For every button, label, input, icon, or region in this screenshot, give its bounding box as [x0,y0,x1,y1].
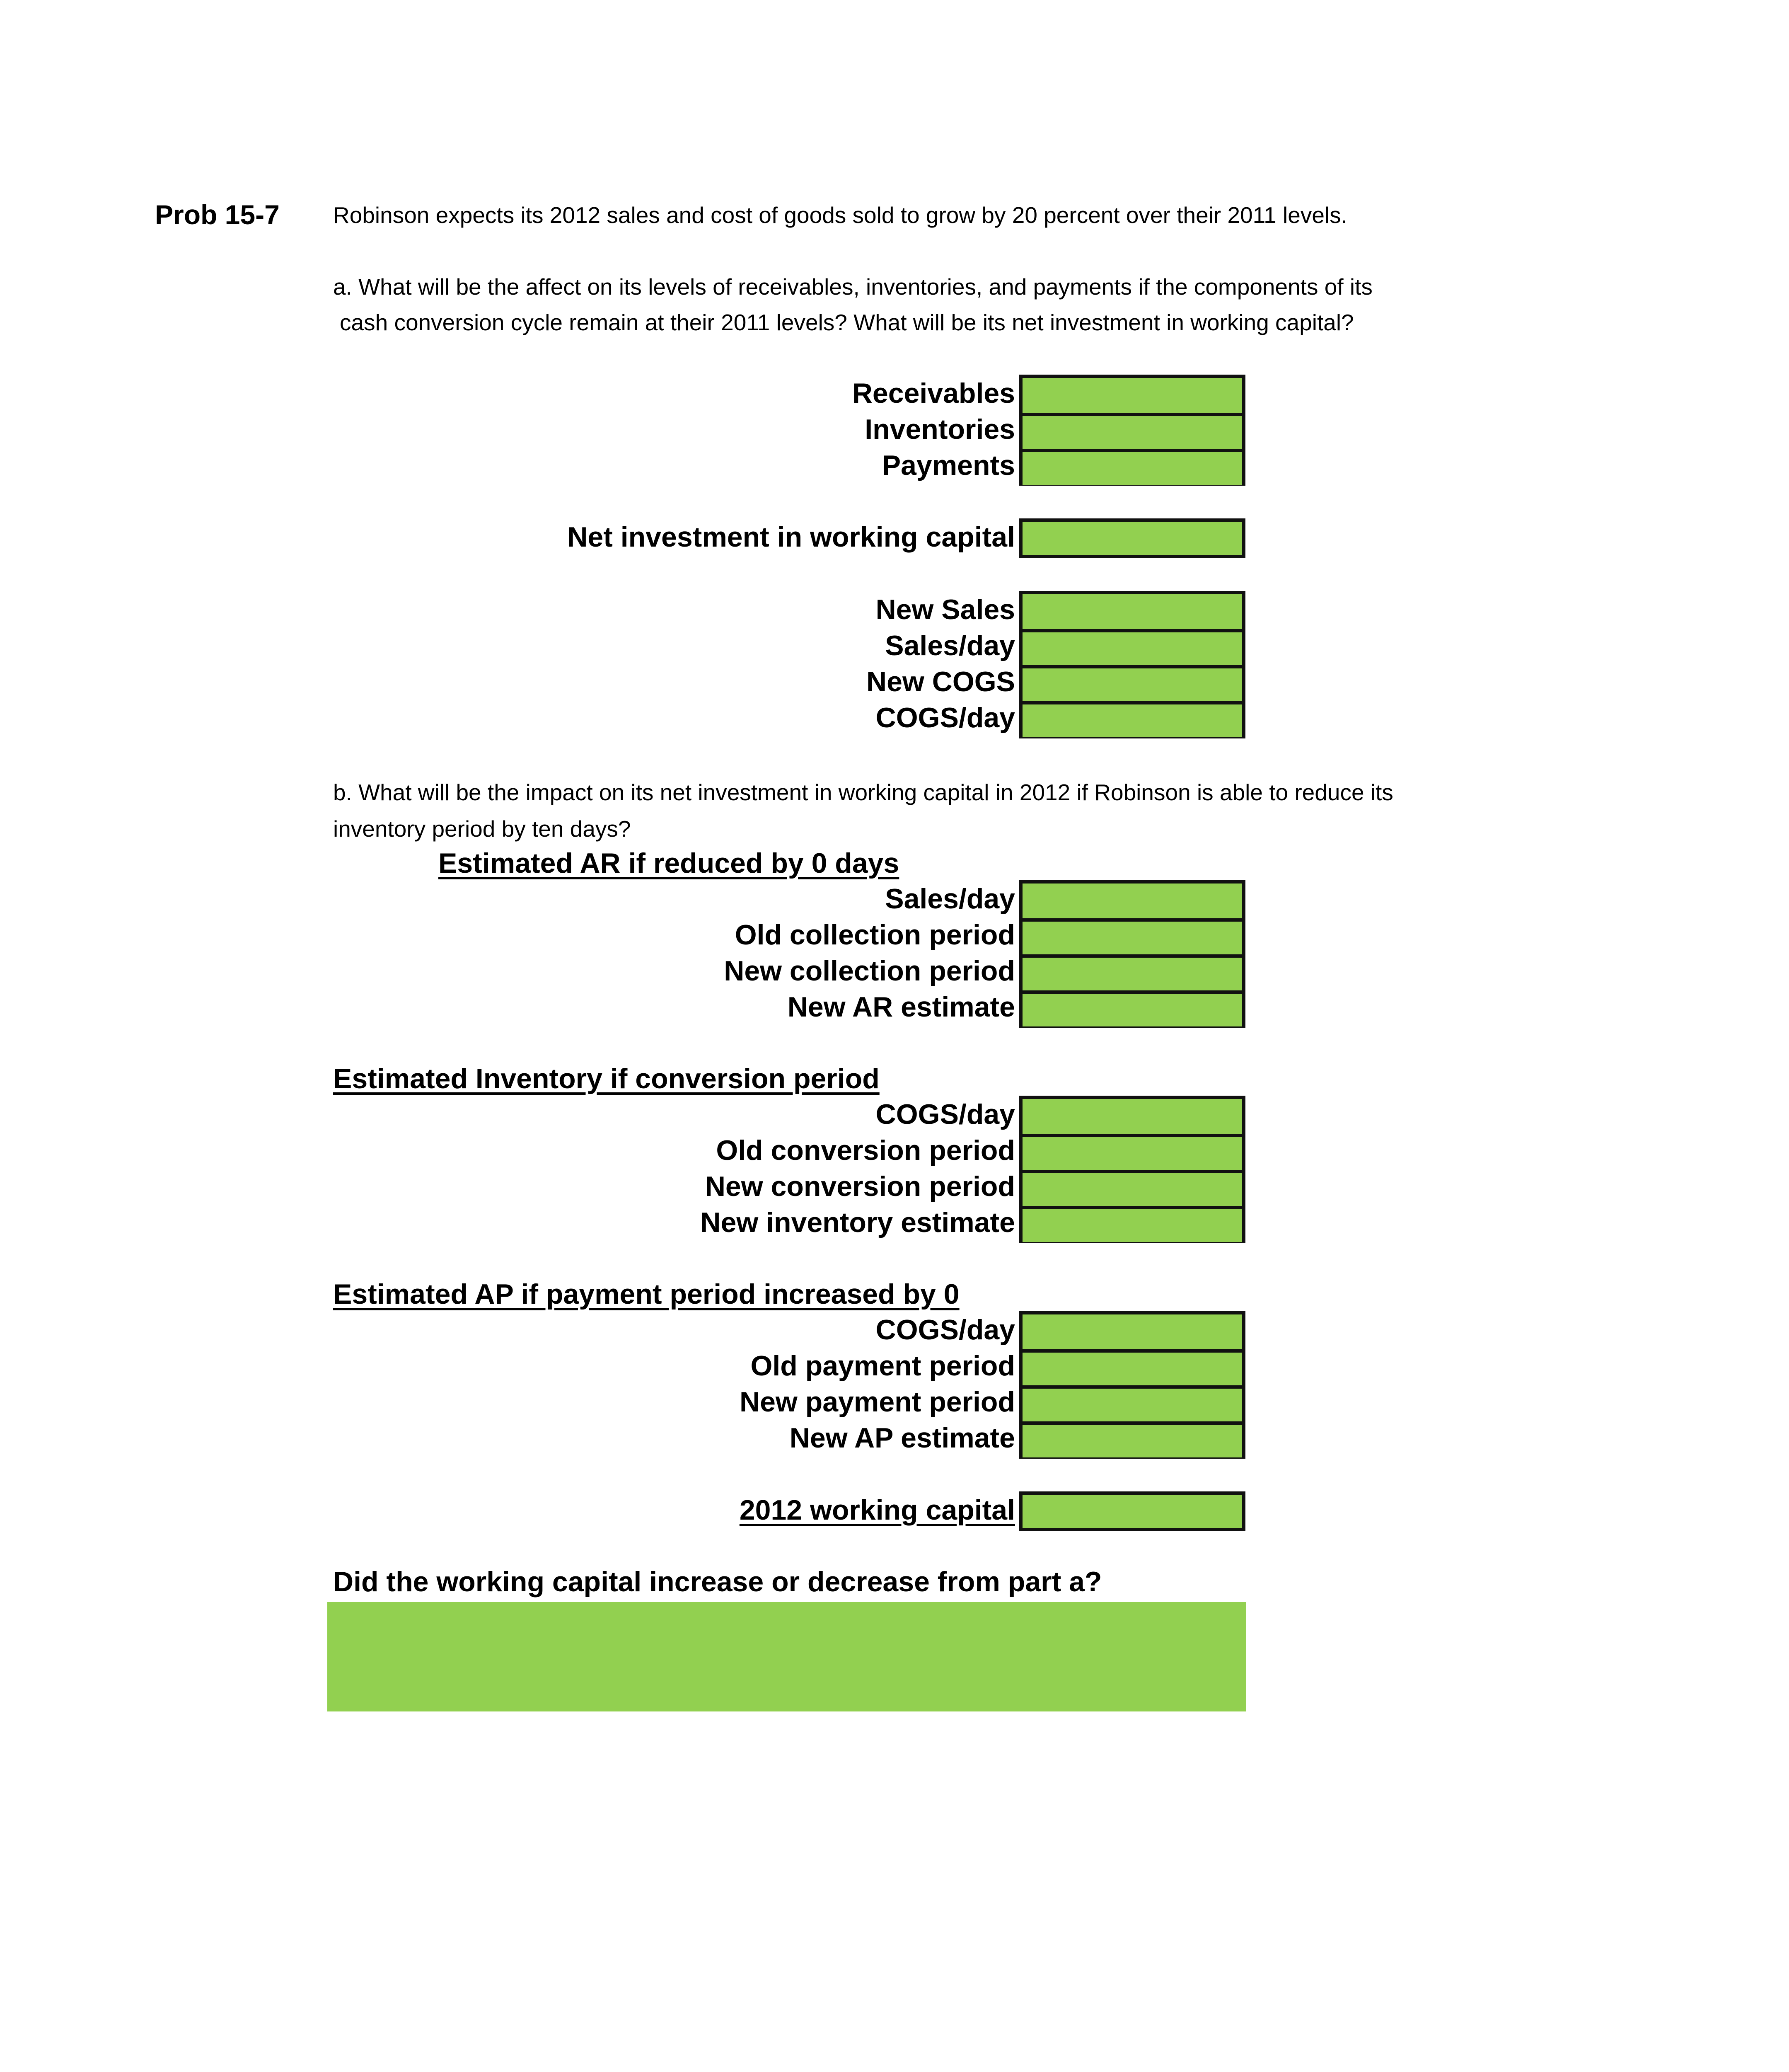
new-inventory-estimate-label: New inventory estimate [700,1207,1015,1238]
new-conversion-period-cell[interactable] [1023,1170,1242,1206]
net-investment-label: Net investment in working capital [567,521,1015,553]
inv-cogs-per-day-label: COGS/day [875,1099,1015,1130]
ap-heading: Estimated AP if payment period increased by 0 [333,1278,960,1310]
final-question: Did the working capital increase or decrease from part a? [333,1566,1102,1598]
old-conversion-period-label: Old conversion period [716,1135,1015,1166]
inventory-heading: Estimated Inventory if conversion period [333,1063,880,1094]
ap-cogs-per-day-label: COGS/day [875,1314,1015,1346]
new-collection-period-label: New collection period [724,955,1015,987]
new-ar-estimate-label: New AR estimate [787,991,1015,1023]
problem-intro: Robinson expects its 2012 sales and cost of goods sold to grow by 20 percent over their 2011 levels. [333,202,1347,228]
new-conversion-period-label: New conversion period [705,1171,1015,1202]
receivables-cell[interactable] [1023,378,1242,414]
ap-input-group [1019,1311,1245,1459]
ar-heading: Estimated AR if reduced by 0 days [438,847,899,879]
inventory-input-group [1019,1096,1245,1243]
problem-label: Prob 15-7 [155,199,280,230]
inv-cogs-per-day-cell[interactable] [1023,1099,1242,1135]
net-investment-cell[interactable] [1019,518,1245,558]
new-ap-estimate-label: New AP estimate [789,1422,1015,1454]
inventories-cell[interactable] [1023,413,1242,449]
new-cogs-cell[interactable] [1023,665,1242,701]
part-b-question-line1: b. What will be the impact on its net investment in working capital in 2012 if Robinson is able to reduce its [333,779,1393,805]
ar-sales-per-day-cell[interactable] [1023,884,1242,920]
ap-cogs-per-day-cell[interactable] [1023,1314,1242,1351]
new-collection-period-cell[interactable] [1023,954,1242,990]
receivables-label: Receivables [852,378,1015,409]
old-conversion-period-cell[interactable] [1023,1134,1242,1170]
ar-input-group [1019,880,1245,1028]
part-a-sales-group [1019,591,1245,738]
working-capital-2012-label: 2012 working capital [739,1494,1015,1526]
payments-label: Payments [882,450,1015,481]
cogs-per-day-cell[interactable] [1023,701,1242,737]
final-answer-box[interactable] [327,1602,1246,1711]
sales-per-day-cell[interactable] [1023,629,1242,665]
new-inventory-estimate-cell[interactable] [1023,1206,1242,1242]
part-a-input-group [1019,375,1245,486]
new-payment-period-cell[interactable] [1023,1385,1242,1421]
old-payment-period-cell[interactable] [1023,1349,1242,1385]
old-collection-period-label: Old collection period [735,919,1015,951]
new-cogs-label: New COGS [866,666,1015,697]
old-collection-period-cell[interactable] [1023,918,1242,954]
part-a-question-line1: a. What will be the affect on its levels of receivables, inventories, and payments if the components of its [333,274,1373,300]
cogs-per-day-label: COGS/day [875,702,1015,733]
new-sales-cell[interactable] [1023,594,1242,630]
working-capital-2012-cell[interactable] [1019,1491,1245,1531]
new-ap-estimate-cell[interactable] [1023,1421,1242,1457]
old-payment-period-label: Old payment period [750,1350,1015,1382]
ar-sales-per-day-label: Sales/day [885,883,1015,915]
new-payment-period-label: New payment period [739,1386,1015,1418]
sales-per-day-label: Sales/day [885,630,1015,661]
new-sales-label: New Sales [875,594,1015,625]
inventories-label: Inventories [865,414,1015,445]
payments-cell[interactable] [1023,449,1242,485]
part-b-question-line2: inventory period by ten days? [333,816,631,842]
part-a-question-line2: cash conversion cycle remain at their 2011 levels? What will be its net investment in working capital? [340,310,1354,335]
new-ar-estimate-cell[interactable] [1023,990,1242,1026]
